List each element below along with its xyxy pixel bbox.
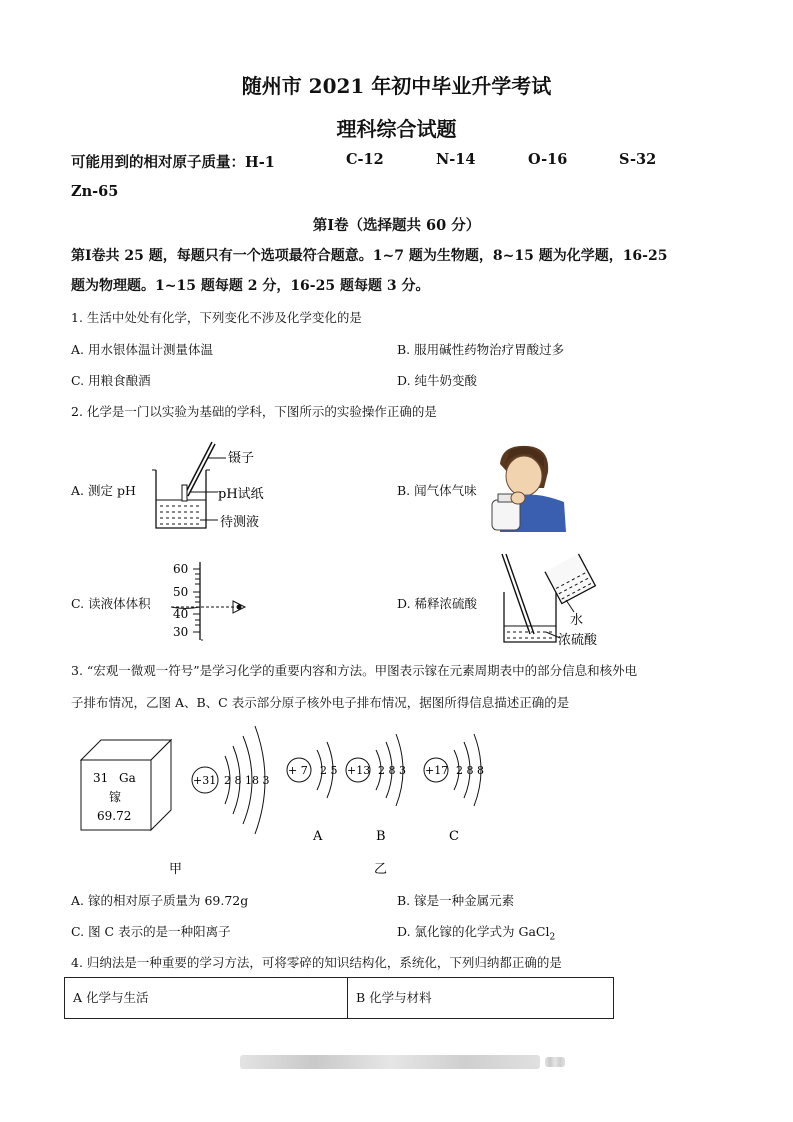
q1-option-a: A. 用水银体温计测量体温 [71,342,213,357]
ph-test-figure [150,440,280,535]
atom-b-nucleus: +13 [347,764,371,777]
tick-30: 30 [173,625,189,639]
label-jia: 甲 [169,862,183,877]
q3-option-b: B. 镓是一种金属元素 [397,893,515,908]
water-label: 水 [570,613,584,628]
blurred-watermark [240,1055,540,1069]
ga-symbol: Ga [119,771,136,785]
label-b: B [376,829,386,844]
q3-option-d-text: D. 氯化镓的化学式为 GaCl [397,924,550,939]
q1-stem: 1. 生活中处处有化学，下列变化不涉及化学变化的是 [71,310,362,325]
q2-option-c: C. 读液体体积 [71,596,151,611]
q3-option-d [397,922,555,943]
q1-option-c: C. 用粮食酿酒 [71,373,151,388]
atom-a-shells: 2 5 [320,764,338,777]
atomic-structure-figure [75,722,505,880]
label-yi: 乙 [374,862,388,877]
read-volume-figure [165,560,255,642]
q3-option-a: A. 镓的相对原子质量为 69.72g [71,893,249,908]
q4-stem: 4. 归纳法是一种重要的学习方法，可将零碎的知识结构化，系统化，下列归纳都正确的是 [71,955,562,970]
atomic-mass-o: O-16 [528,151,568,168]
atomic-mass-n: N-14 [436,151,476,168]
ga-nucleus: +31 [193,774,217,787]
tick-60: 60 [173,562,189,576]
q2-option-b: B. 闻气体气味 [397,483,477,498]
atomic-mass-c: C-12 [346,151,384,168]
ga-shells: 2 8 18 3 [224,774,270,787]
q1-option-b: B. 服用碱性药物治疗胃酸过多 [397,342,565,357]
tick-40: 40 [173,607,189,621]
q3-stem-1: 3. “宏观一微观一符号”是学习化学的重要内容和方法。甲图表示镓在元素周期表中的部分信息和核外电 [71,663,638,678]
atomic-mass-label: 可能用到的相对原子质量：H-1 [71,154,275,171]
ph-paper-label: pH试纸 [218,487,264,502]
atomic-mass-s: S-32 [619,151,657,168]
ga-atom-diagram [192,726,269,834]
q2-option-d: D. 稀释浓硫酸 [397,596,478,611]
q4-table-col-b: B 化学与材料 [356,990,432,1005]
atom-b-diagram [346,734,406,806]
conc-acid-label: 浓硫酸 [558,633,598,648]
atom-c-diagram [424,734,484,806]
element-cell-ga [81,740,171,830]
atom-b-shells: 2 8 3 [378,764,406,777]
tick-50: 50 [173,585,189,599]
section-intro-2: 题为物理题。1~15 题每题 2 分，16-25 题每题 3 分。 [71,278,430,294]
smell-gas-figure [488,442,568,532]
exam-title: 随州市 2021 年初中毕业升学考试 [241,74,552,98]
label-a: A [313,829,323,844]
q3-option-c: C. 图 C 表示的是一种阳离子 [71,924,231,939]
q4-table [64,977,614,1019]
blurred-watermark-tail [545,1057,565,1067]
exam-subtitle: 理科综合试题 [336,117,457,141]
q2-stem: 2. 化学是一门以实验为基础的学科，下图所示的实验操作正确的是 [71,404,437,419]
tweezers-label: 镊子 [228,451,255,466]
atom-c-shells: 2 8 8 [456,764,484,777]
q3-option-d-subscript: 2 [549,932,556,943]
atomic-mass-zn: Zn-65 [71,183,119,200]
q1-option-d: D. 纯牛奶变酸 [397,373,478,388]
q2-option-a: A. 测定 pH [71,483,136,498]
section-title: 第Ⅰ卷（选择题共 60 分） [312,217,481,234]
atom-a-nucleus: + 7 [288,764,308,777]
label-c: C [449,829,459,844]
q3-stem-2: 子排布情况，乙图 A、B、C 表示部分原子核外电子排布情况，据图所得信息描述正确的是 [71,695,570,710]
atom-c-nucleus: +17 [425,764,449,777]
ga-number: 31 [93,771,109,785]
ga-mass: 69.72 [97,809,132,823]
test-liquid-label: 待测液 [220,515,260,530]
section-intro-1: 第Ⅰ卷共 25 题，每题只有一个选项最符合题意。1~7 题为生物题，8~15 题为化学题，16-25 [71,248,668,264]
q4-table-col-a: A 化学与生活 [65,978,348,1018]
ga-name: 镓 [109,790,122,804]
atom-a-diagram [287,742,338,798]
dilute-acid-figure [490,552,605,648]
